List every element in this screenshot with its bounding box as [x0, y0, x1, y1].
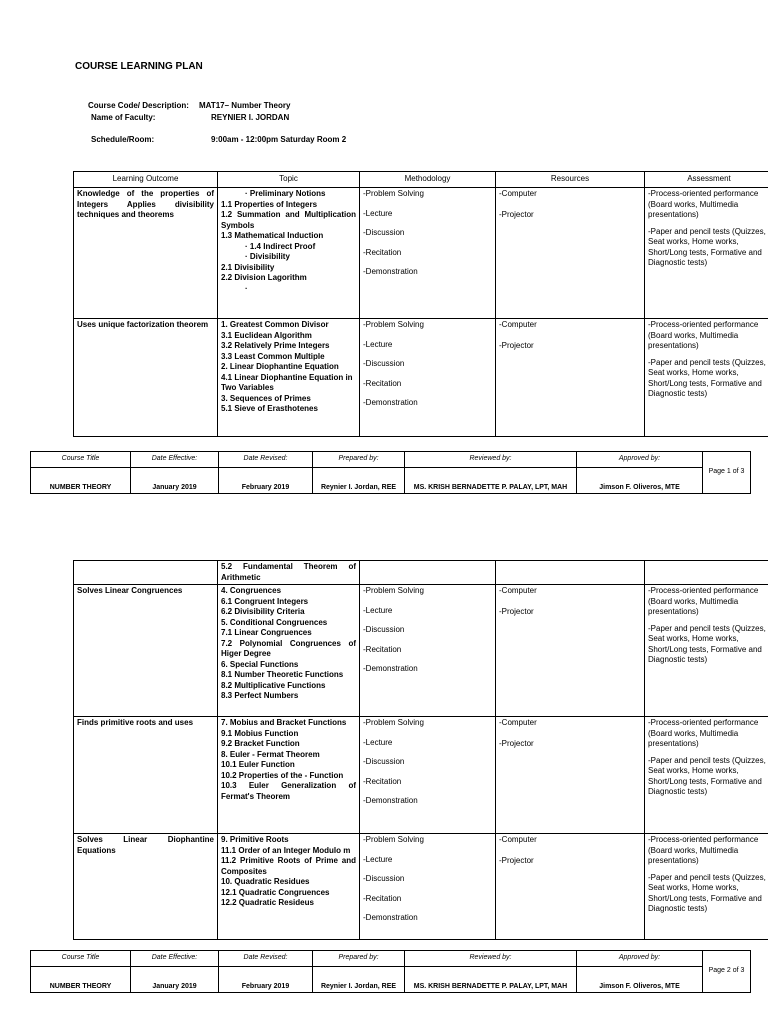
table-row: [74, 834, 768, 940]
topic-item: 2.1 Divisibility: [221, 262, 275, 272]
methodology-item: -Recitation: [363, 247, 402, 257]
topic-item: 7. Mobius and Bracket Functions: [221, 718, 347, 727]
topic-item: 7.1 Linear Congruences: [221, 628, 312, 637]
learning-outcome-cell: [74, 561, 218, 585]
methodology-item: -Discussion: [363, 757, 405, 766]
schedule-value: 9:00am - 12:00pm Saturday Room 2: [211, 135, 347, 144]
topic-item: 1.3 Mathematical Induction: [221, 231, 324, 240]
learning-outcome-cell: Solves Linear Congruences: [74, 585, 218, 717]
footer-reviewed-by: MS. KRISH BERNADETTE P. PALAY, LPT, MAH: [405, 967, 577, 993]
methodology-item: -Lecture: [363, 854, 393, 864]
footer-header-date-revised: Date Revised:: [219, 951, 313, 967]
footer-prepared-by: Reynier I. Jordan, REE: [313, 468, 405, 494]
resource-item: -Projector: [499, 340, 534, 350]
topic-item: 11.1 Order of an Integer Modulo m: [221, 845, 351, 855]
header-assessment: Assessment: [645, 172, 768, 188]
topic-item: 10. Quadratic Residues: [221, 877, 310, 886]
resources-cell: [496, 717, 645, 834]
topic-item: 11.2 Primitive Roots of Prime and Composites: [221, 856, 356, 876]
methodology-item: -Lecture: [363, 339, 393, 349]
topic-item: 10.3 Euler Generalization of Fermat's Theorem: [221, 781, 356, 801]
resource-item: -Computer: [499, 718, 537, 727]
methodology-item: -Problem Solving: [363, 586, 424, 595]
assessment-item: -Paper and pencil tests (Quizzes, Seat works, Home works, Short/Long tests, Formative and Diagnostic tests): [648, 872, 766, 913]
assessment-cell: [645, 717, 768, 834]
resources-cell: [496, 319, 645, 437]
resources-cell: [496, 585, 645, 717]
table-row: [74, 319, 768, 437]
footer-approved-by: Jimson F. Oliveros, MTE: [577, 468, 703, 494]
footer-date-revised: February 2019: [219, 468, 313, 494]
assessment-item: -Process-oriented performance (Board works, Multimedia presentations): [648, 320, 759, 350]
header-resources: Resources: [496, 172, 645, 188]
resources-cell: [496, 561, 645, 585]
page-number: Page 2 of 3: [703, 951, 751, 993]
methodology-item: -Discussion: [363, 228, 405, 237]
footer-header-reviewed-by: Reviewed by:: [405, 452, 577, 468]
table-row: [74, 585, 768, 717]
table-row: [74, 717, 768, 834]
topic-item: 6.2 Divisibility Criteria: [221, 607, 305, 616]
assessment-item: -Process-oriented performance (Board works, Multimedia presentations): [648, 718, 759, 748]
topic-item: 5.2 Fundamental Theorem of Arithmetic: [221, 562, 356, 582]
topic-item: · 1.4 Indirect Proof: [245, 241, 316, 251]
assessment-cell: [645, 561, 768, 585]
footer-course-title: NUMBER THEORY: [31, 967, 131, 993]
methodology-item: -Recitation: [363, 378, 402, 388]
resource-item: -Computer: [499, 189, 537, 198]
assessment-item: -Paper and pencil tests (Quizzes, Seat works, Home works, Short/Long tests, Formative and Diagnostic tests): [648, 357, 766, 398]
footer-prepared-by: Reynier I. Jordan, REE: [313, 967, 405, 993]
methodology-cell: [360, 319, 496, 437]
methodology-item: -Recitation: [363, 776, 402, 786]
footer-header-reviewed-by: Reviewed by:: [405, 951, 577, 967]
topic-item: 8. Euler - Fermat Theorem: [221, 749, 320, 759]
resource-item: -Computer: [499, 320, 537, 329]
methodology-item: -Problem Solving: [363, 718, 424, 727]
topic-item: 5. Conditional Congruences: [221, 617, 328, 627]
topic-item: 7.2 Polynomial Congruences of Higer Degree: [221, 638, 356, 658]
methodology-item: -Problem Solving: [363, 320, 424, 329]
methodology-item: -Demonstration: [363, 913, 418, 922]
footer-header-date-effective: Date Effective:: [131, 452, 219, 468]
methodology-item: -Demonstration: [363, 267, 418, 276]
resource-item: -Projector: [499, 606, 534, 616]
footer-header-course-title: Course Title: [31, 951, 131, 967]
assessment-cell: [645, 319, 768, 437]
methodology-cell: [360, 585, 496, 717]
footer-date-effective: January 2019: [131, 468, 219, 494]
topic-cell: [218, 717, 360, 834]
methodology-item: -Demonstration: [363, 664, 418, 673]
methodology-cell: [360, 834, 496, 940]
resource-item: -Projector: [499, 209, 534, 219]
assessment-item: -Paper and pencil tests (Quizzes, Seat works, Home works, Short/Long tests, Formative and Diagnostic tests): [648, 755, 766, 796]
footer-header-prepared-by: Prepared by:: [313, 951, 405, 967]
topic-item: 6. Special Functions: [221, 659, 299, 669]
footer-date-effective: January 2019: [131, 967, 219, 993]
topic-item: 10.2 Properties of the - Function: [221, 770, 344, 780]
topic-item: 1.2 Summation and Multiplication Symbols: [221, 210, 356, 230]
topic-item: 3.1 Euclidean Algorithm: [221, 330, 312, 340]
resource-item: -Computer: [499, 586, 537, 595]
topic-item: 3. Sequences of Primes: [221, 393, 311, 403]
learning-outcome-cell: Uses unique factorization theorem: [74, 319, 218, 437]
methodology-cell: [360, 561, 496, 585]
assessment-item: -Process-oriented performance (Board works, Multimedia presentations): [648, 835, 759, 865]
faculty-label: Name of Faculty:: [91, 113, 156, 122]
topic-item: 3.2 Relatively Prime Integers: [221, 341, 330, 350]
methodology-item: -Demonstration: [363, 398, 418, 407]
footer-header-date-revised: Date Revised:: [219, 452, 313, 468]
topic-item: 4.1 Linear Diophantine Equation in Two Variables: [221, 372, 353, 392]
footer-header-prepared-by: Prepared by:: [313, 452, 405, 468]
topic-cell: [218, 188, 360, 319]
learning-outcome-cell: Solves Linear Diophantine Equations: [74, 834, 218, 940]
assessment-cell: [645, 585, 768, 717]
footer-date-revised: February 2019: [219, 967, 313, 993]
topic-item: · Preliminary Notions: [245, 189, 326, 198]
topic-item: 8.3 Perfect Numbers: [221, 691, 299, 700]
table-row: [74, 561, 768, 585]
header-methodology: Methodology: [360, 172, 496, 188]
table-row: [74, 188, 768, 319]
methodology-item: -Demonstration: [363, 796, 418, 805]
footer-header-approved-by: Approved by:: [577, 452, 703, 468]
header-topic: Topic: [218, 172, 360, 188]
topic-item: 2. Linear Diophantine Equation: [221, 362, 339, 371]
topic-item: 10.1 Euler Function: [221, 760, 295, 769]
methodology-cell: [360, 188, 496, 319]
assessment-item: -Process-oriented performance (Board works, Multimedia presentations): [648, 586, 759, 616]
learning-plan-table-page1: [73, 171, 768, 437]
topic-cell: [218, 585, 360, 717]
methodology-item: -Lecture: [363, 605, 393, 615]
footer-table-page1: [30, 451, 751, 494]
methodology-item: -Recitation: [363, 644, 402, 654]
methodology-item: -Problem Solving: [363, 835, 424, 844]
footer-reviewed-by: MS. KRISH BERNADETTE P. PALAY, LPT, MAH: [405, 468, 577, 494]
topic-item: 8.1 Number Theoretic Functions: [221, 670, 344, 679]
page-title: COURSE LEARNING PLAN: [75, 61, 203, 72]
methodology-item: -Problem Solving: [363, 189, 424, 198]
topic-item: 6.1 Congruent Integers: [221, 596, 309, 606]
footer-header-course-title: Course Title: [31, 452, 131, 468]
assessment-item: -Paper and pencil tests (Quizzes, Seat works, Home works, Short/Long tests, Formative and Diagnostic tests): [648, 226, 766, 267]
topic-item: 9. Primitive Roots: [221, 835, 289, 844]
resource-item: -Projector: [499, 855, 534, 865]
topic-item: 9.1 Mobius Function: [221, 728, 299, 738]
methodology-item: -Lecture: [363, 208, 393, 218]
assessment-cell: [645, 188, 768, 319]
footer-course-title: NUMBER THEORY: [31, 468, 131, 494]
assessment-item: -Process-oriented performance (Board works, Multimedia presentations): [648, 189, 759, 219]
methodology-item: -Lecture: [363, 737, 393, 747]
topic-item: 2.2 Division Lagorithm: [221, 273, 307, 282]
footer-table-page2: [30, 950, 751, 993]
resources-cell: [496, 188, 645, 319]
learning-outcome-cell: Finds primitive roots and uses: [74, 717, 218, 834]
topic-item: 5.1 Sieve of Erasthotenes: [221, 404, 318, 413]
resource-item: -Projector: [499, 738, 534, 748]
methodology-item: -Discussion: [363, 625, 405, 634]
topic-item: ·: [245, 283, 248, 293]
footer-header-date-effective: Date Effective:: [131, 951, 219, 967]
faculty-value: REYNIER I. JORDAN: [211, 113, 290, 122]
topic-item: 1. Greatest Common Divisor: [221, 320, 329, 329]
topic-item: · Divisibility: [245, 252, 290, 261]
footer-approved-by: Jimson F. Oliveros, MTE: [577, 967, 703, 993]
header-learning-outcome: Learning Outcome: [74, 172, 218, 188]
topic-item: 8.2 Multiplicative Functions: [221, 680, 326, 690]
learning-plan-table-page2: [73, 560, 768, 940]
resources-cell: [496, 834, 645, 940]
course-code-label: Course Code/ Description:: [88, 101, 189, 110]
topic-item: 12.1 Quadratic Congruences: [221, 887, 330, 897]
footer-header-approved-by: Approved by:: [577, 951, 703, 967]
methodology-cell: [360, 717, 496, 834]
topic-cell: [218, 834, 360, 940]
topic-item: 4. Congruences: [221, 586, 282, 595]
resource-item: -Computer: [499, 835, 537, 844]
assessment-cell: [645, 834, 768, 940]
methodology-item: -Discussion: [363, 359, 405, 368]
methodology-item: -Discussion: [363, 874, 405, 883]
topic-cell: [218, 319, 360, 437]
page-number: Page 1 of 3: [703, 452, 751, 494]
assessment-item: -Paper and pencil tests (Quizzes, Seat works, Home works, Short/Long tests, Formative and Diagnostic tests): [648, 623, 766, 664]
methodology-item: -Recitation: [363, 893, 402, 903]
topic-item: 3.3 Least Common Multiple: [221, 351, 325, 361]
topic-item: 1.1 Properties of Integers: [221, 199, 318, 209]
schedule-label: Schedule/Room:: [91, 135, 155, 144]
topic-item: 9.2 Bracket Function: [221, 739, 300, 748]
topic-cell: [218, 561, 360, 585]
learning-outcome-cell: Knowledge of the properties of Integers Applies divisibility techniques and theorems: [74, 188, 218, 319]
course-code-value: MAT17– Number Theory: [199, 101, 291, 110]
topic-item: 12.2 Quadratic Resideus: [221, 898, 314, 907]
